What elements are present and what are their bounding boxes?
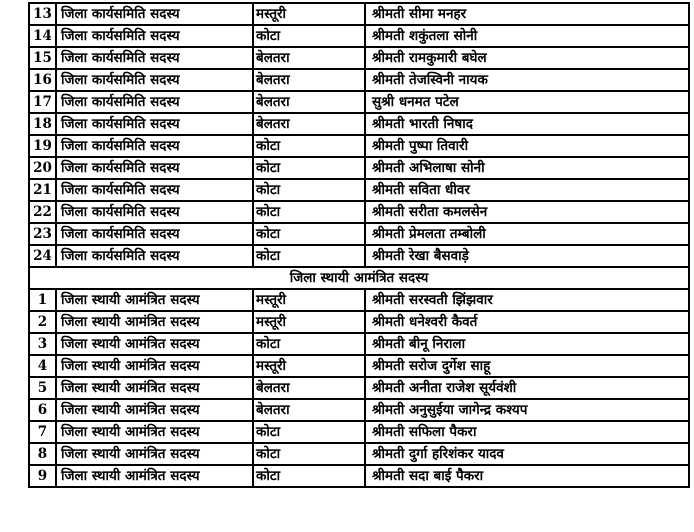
post-cell: जिला कार्यसमिति सदस्य [56,47,253,69]
block-cell: कोटा [253,421,365,443]
block-cell: कोटा [253,135,365,157]
member-name-cell: श्रीमती तेजस्विनी नायक [365,69,689,91]
table-row [29,377,689,399]
block-cell: मस्तूरी [253,311,365,333]
member-name-cell: श्रीमती बीनू निराला [365,333,689,355]
member-name-cell: श्रीमती अनुसुईया जागेन्द्र कश्यप [365,399,689,421]
serial-number-cell: 6 [29,399,56,421]
table-row [29,25,689,47]
member-name-cell: श्रीमती अभिलाषा सोनी [365,157,689,179]
serial-number-cell: 7 [29,421,56,443]
table-row [29,69,689,91]
table-row [29,289,689,311]
member-name-cell: श्रीमती सरीता कमलसेन [365,201,689,223]
table-row [29,465,689,487]
member-name-cell: श्रीमती भारती निषाद [365,113,689,135]
member-name-cell: श्रीमती शकुंतला सोनी [365,25,689,47]
block-cell: कोटा [253,465,365,487]
member-list-table [28,2,690,488]
member-name-cell: सुश्री धनमत पटेल [365,91,689,113]
table-row [29,333,689,355]
block-cell: बेलतरा [253,377,365,399]
table-row [29,201,689,223]
member-list-body [29,3,689,487]
post-cell: जिला कार्यसमिति सदस्य [56,201,253,223]
block-cell: कोटा [253,245,365,267]
serial-number-cell: 14 [29,25,56,47]
table-row [29,421,689,443]
serial-number-cell: 5 [29,377,56,399]
serial-number-cell: 20 [29,157,56,179]
member-name-cell: श्रीमती सीमा मनहर [365,3,689,25]
block-cell: मस्तूरी [253,289,365,311]
serial-number-cell: 3 [29,333,56,355]
serial-number-cell: 8 [29,443,56,465]
table-row [29,311,689,333]
table-row [29,399,689,421]
table-row [29,91,689,113]
serial-number-cell: 4 [29,355,56,377]
block-cell: बेलतरा [253,69,365,91]
block-cell: कोटा [253,201,365,223]
member-name-cell: श्रीमती धनेश्वरी कैवर्त [365,311,689,333]
member-name-cell: श्रीमती सदा बाई पैकरा [365,465,689,487]
member-name-cell: श्रीमती रेखा बैसवाड़े [365,245,689,267]
serial-number-cell: 19 [29,135,56,157]
block-cell: कोटा [253,223,365,245]
post-cell: जिला स्थायी आमंत्रित सदस्य [56,355,253,377]
post-cell: जिला स्थायी आमंत्रित सदस्य [56,421,253,443]
table-row [29,47,689,69]
table-row [29,355,689,377]
table-row [29,3,689,25]
block-cell: बेलतरा [253,91,365,113]
post-cell: जिला स्थायी आमंत्रित सदस्य [56,465,253,487]
member-name-cell: श्रीमती प्रेमलता तम्बोली [365,223,689,245]
serial-number-cell: 9 [29,465,56,487]
member-name-cell: श्रीमती पुष्पा तिवारी [365,135,689,157]
serial-number-cell: 23 [29,223,56,245]
block-cell: कोटा [253,25,365,47]
post-cell: जिला स्थायी आमंत्रित सदस्य [56,311,253,333]
serial-number-cell: 2 [29,311,56,333]
table-row [29,179,689,201]
member-name-cell: श्रीमती सरोज दुर्गेश साहू [365,355,689,377]
post-cell: जिला स्थायी आमंत्रित सदस्य [56,443,253,465]
block-cell: मस्तूरी [253,3,365,25]
serial-number-cell: 22 [29,201,56,223]
table-row [29,223,689,245]
post-cell: जिला स्थायी आमंत्रित सदस्य [56,333,253,355]
serial-number-cell: 24 [29,245,56,267]
table-row [29,245,689,267]
table-row [29,157,689,179]
member-name-cell: श्रीमती सरस्वती झिंझवार [365,289,689,311]
serial-number-cell: 18 [29,113,56,135]
post-cell: जिला कार्यसमिति सदस्य [56,179,253,201]
serial-number-cell: 13 [29,3,56,25]
block-cell: बेलतरा [253,113,365,135]
block-cell: बेलतरा [253,47,365,69]
serial-number-cell: 15 [29,47,56,69]
table-row [29,443,689,465]
table-row [29,135,689,157]
post-cell: जिला स्थायी आमंत्रित सदस्य [56,377,253,399]
block-cell: मस्तूरी [253,355,365,377]
serial-number-cell: 1 [29,289,56,311]
member-name-cell: श्रीमती रामकुमारी बघेल [365,47,689,69]
post-cell: जिला स्थायी आमंत्रित सदस्य [56,399,253,421]
member-name-cell: श्रीमती अनीता राजेश सूर्यवंशी [365,377,689,399]
post-cell: जिला कार्यसमिति सदस्य [56,223,253,245]
post-cell: जिला स्थायी आमंत्रित सदस्य [56,289,253,311]
block-cell: कोटा [253,157,365,179]
block-cell: कोटा [253,179,365,201]
post-cell: जिला कार्यसमिति सदस्य [56,113,253,135]
post-cell: जिला कार्यसमिति सदस्य [56,69,253,91]
serial-number-cell: 16 [29,69,56,91]
post-cell: जिला कार्यसमिति सदस्य [56,157,253,179]
section-heading: जिला स्थायी आमंत्रित सदस्य [29,267,689,289]
post-cell: जिला कार्यसमिति सदस्य [56,135,253,157]
post-cell: जिला कार्यसमिति सदस्य [56,3,253,25]
section-heading-row [29,267,689,289]
serial-number-cell: 17 [29,91,56,113]
member-name-cell: श्रीमती सफिला पैकरा [365,421,689,443]
post-cell: जिला कार्यसमिति सदस्य [56,245,253,267]
member-name-cell: श्रीमती सविता धीवर [365,179,689,201]
table-row [29,113,689,135]
block-cell: बेलतरा [253,399,365,421]
serial-number-cell: 21 [29,179,56,201]
post-cell: जिला कार्यसमिति सदस्य [56,91,253,113]
post-cell: जिला कार्यसमिति सदस्य [56,25,253,47]
block-cell: कोटा [253,443,365,465]
block-cell: कोटा [253,333,365,355]
member-name-cell: श्रीमती दुर्गा हरिशंकर यादव [365,443,689,465]
